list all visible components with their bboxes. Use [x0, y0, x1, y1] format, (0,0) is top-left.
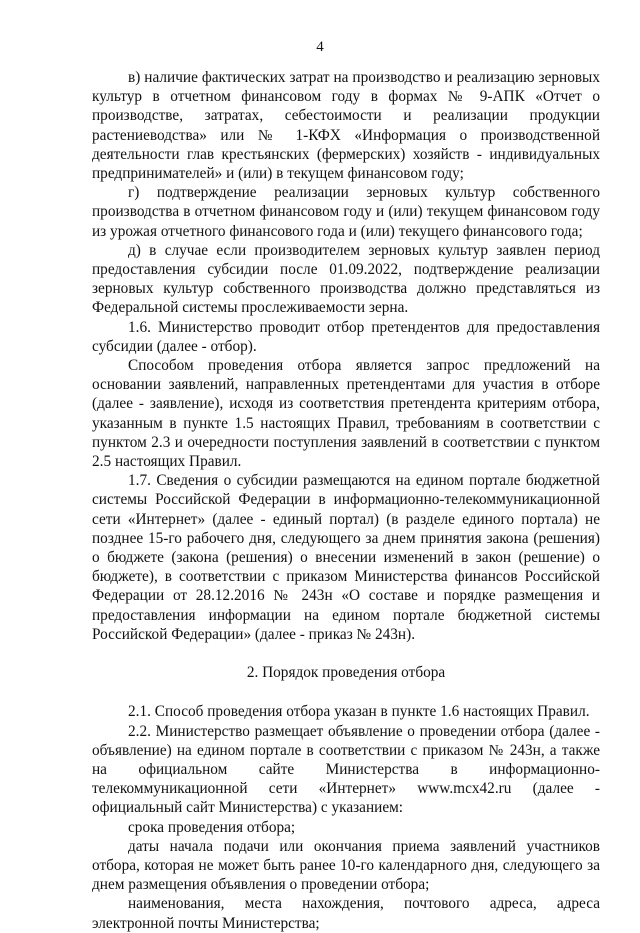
document-body — [92, 68, 600, 933]
paragraph-g: г) подтверждение реализации зерновых культур собственного производства в отчетном финансовом году и (или) текущем финансовом году из урожая отчетного финансового года и (или) текущего финансового года; — [92, 184, 600, 240]
section-heading: 2. Порядок проведения отбора — [246, 664, 446, 682]
paragraph-application-dates: даты начала подачи или окончания приема заявлений участников отбора, которая не может быть ранее 10-го календарного дня, следующего за днем размещения объявления о проведении отбора; — [92, 837, 600, 894]
paragraph-1-7: 1.7. Сведения о субсидии размещаются на едином портале бюджетной системы Российской Федерации в информационно-телекоммуникационной сети «Интернет» (далее - единый портал) (в разделе единого портала) не позднее 15-го рабочего дня, следующего за днем принятия закона (решения) о бюджете (закона (решения) о внесении изменений в закон (решение) о бюджете), в соответствии с приказом Министерства финансов Российской Федерации от 28.12.2016 № 243н «О составе и порядке размещения и предоставления информации на едином портале бюджетной системы Российской Федерации» (далее - приказ № 243н). — [92, 472, 600, 643]
paragraph-2-2: 2.2. Министерство размещает объявление о проведении отбора (далее - объявление) на едином портале в соответствии с приказом № 243н, а также на официальном сайте Министерства в информационно-телекоммуникационной сети «Интернет» www.mcx42.ru (далее - официальный сайт Министерства) с указанием: — [92, 722, 600, 817]
paragraph-ministry-details: наименования, места нахождения, почтового адреса, адреса электронной почты Министерства; — [92, 895, 600, 932]
paragraph-2-1: 2.1. Способ проведения отбора указан в пункте 1.6 настоящих Правил. — [128, 703, 590, 721]
page-number: 4 — [316, 39, 324, 55]
paragraph-selection-period: срока проведения отбора; — [128, 818, 296, 836]
paragraph-d: д) в случае если производителем зерновых культур заявлен период предоставления субсидии после 01.09.2022, подтверждение реализации зерновых культур собственного производства должно представляться из Федеральной системы прослеживаемости зерна. — [92, 241, 600, 317]
paragraph-selection-method: Способом проведения отбора является запрос предложений на основании заявлений, направленных претендентами для участия в отборе (далее - заявление), исходя из соответствия претендента критериям отбора, указанным в пункте 1.5 настоящих Правил, требованиям в соответствии с пунктом 2.3 и очередности поступления заявлений в соответствии с пунктом 2.5 настоящих Правил. — [92, 357, 600, 471]
paragraph-1-6: 1.6. Министерство проводит отбор претендентов для предоставления субсидии (далее - отбор). — [92, 318, 600, 355]
paragraph-v: в) наличие фактических затрат на производство и реализацию зерновых культур в отчетном финансовом году в формах № 9-АПК «Отчет о производстве, затратах, себестоимости и реализации продукции растениеводства» или № 1-КФХ «Информация о производственной деятельности глав крестьянских (фермерских) хозяйств - индивидуальных предпринимателей» и (или) в текущем финансовом году; — [92, 69, 600, 183]
